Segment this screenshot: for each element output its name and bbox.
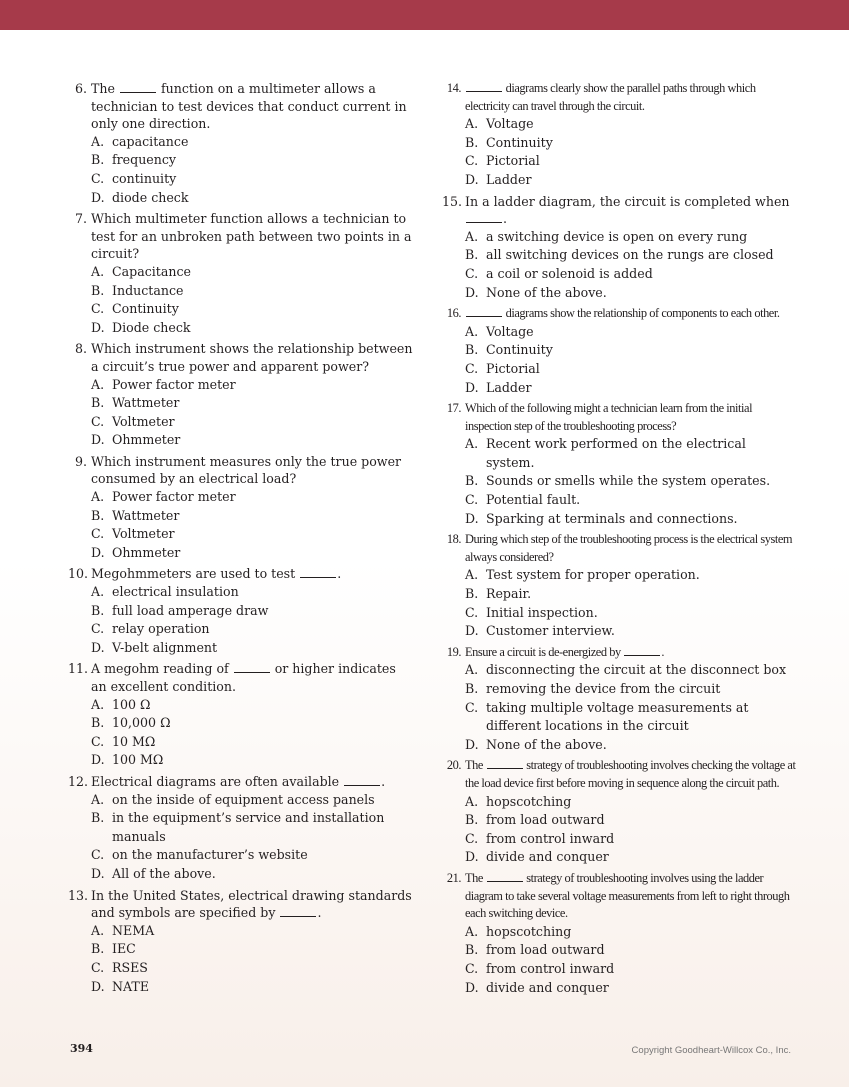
question-number: 7. [74,211,87,227]
answer-option [68,846,413,865]
option-letter: B. [465,134,479,150]
question-text: Electrical diagrams are often available [91,773,344,789]
question-19 [442,644,798,755]
answer-option [442,848,798,867]
option-text: Wattmeter [112,507,180,523]
answer-option [442,811,798,830]
question-text: The [465,758,486,773]
question-number: 19. [446,644,461,659]
option-letter: C. [91,733,105,749]
option-letter: C. [91,301,105,317]
option-text: Ohmmeter [112,432,181,448]
question-20 [442,757,798,867]
answer-option [442,152,798,171]
answer-blank [280,905,316,917]
option-letter: D. [465,849,479,865]
option-text: on the manufacturer’s website [112,847,308,863]
option-text: Wattmeter [112,395,180,411]
question-text: The [465,870,486,885]
answer-option [68,525,413,544]
answer-option [442,246,798,265]
question-18 [442,531,798,641]
answer-option [68,583,413,602]
question-text: Which instrument shows the relationship between a circuit’s true power and apparent power? [91,341,413,374]
question-stem [68,340,413,375]
option-letter: A. [465,116,479,132]
question-stem [442,757,798,792]
option-letter: A. [465,323,479,339]
option-letter: B. [465,942,479,958]
answer-option [442,622,798,641]
question-text: diagrams clearly show the parallel paths through which electricity can travel through the circuit. [465,81,756,113]
answer-option [442,323,798,342]
option-letter: A. [465,228,479,244]
question-stem [68,210,413,263]
question-number: 14. [446,81,461,95]
question-text: . [503,211,508,227]
option-text: 10,000 Ω [112,715,171,731]
answer-option [68,733,413,752]
answer-option [442,265,798,284]
answer-option [68,133,413,152]
answer-option [68,151,413,170]
page-number: 394 [70,1042,93,1055]
question-number: 21. [446,870,461,885]
question-number: 8. [74,341,87,357]
question-text: In the United States, electrical drawing standards and symbols are specified by [91,887,412,921]
question-stem [442,400,798,435]
answer-blank [624,644,660,656]
answer-blank [487,757,523,769]
question-stem [68,887,413,922]
option-letter: D. [91,319,105,335]
option-letter: C. [91,959,105,975]
answer-option [442,941,798,960]
option-text: Voltage [486,116,534,132]
option-text: Capacitance [112,263,191,279]
answer-option [442,284,798,303]
option-text: from load outward [486,812,605,828]
answer-option [68,319,413,338]
option-letter: C. [465,604,479,620]
answer-blank [466,211,502,223]
option-text: from load outward [486,942,605,958]
question-text: Which instrument measures only the true power consumed by an electrical load? [91,453,402,487]
question-number: 9. [74,453,87,469]
option-letter: A. [465,436,479,452]
question-stem [442,193,798,228]
option-text: Continuity [112,301,179,317]
option-letter: D. [465,284,479,300]
option-text: a coil or solenoid is added [486,265,653,281]
answer-option [442,661,798,680]
option-text: Sounds or smells while the system operates. [486,473,771,489]
answer-option [68,751,413,770]
option-text: Test system for proper operation. [486,567,700,583]
option-letter: D. [91,978,105,994]
answer-option [442,604,798,623]
answer-option [68,170,413,189]
option-letter: A. [465,923,479,939]
answer-option [68,413,413,432]
question-stem [442,80,798,115]
option-text: relay operation [112,621,210,637]
question-text: strategy of troubleshooting involves checking the voltage at the load device first before moving in sequence along the circuit path. [465,758,796,790]
option-text: Pictorial [486,360,540,376]
question-number: 13. [68,887,89,903]
option-letter: A. [91,791,105,807]
question-text: . [317,905,322,921]
option-letter: D. [465,379,479,395]
answer-option [442,585,798,604]
option-letter: C. [465,492,479,508]
option-letter: D. [465,979,479,995]
answer-option [442,923,798,942]
question-text: A megohm reading of [91,661,233,677]
option-letter: B. [91,810,105,826]
answer-option [442,379,798,398]
option-letter: C. [91,621,105,637]
option-text: in the equipment’s service and installation manuals [112,810,385,844]
question-text: function on a multimeter allows a technician to test devices that conduct current in only one direction. [91,81,407,132]
question-11 [68,660,413,770]
option-text: Voltmeter [112,413,175,429]
answer-option [442,472,798,491]
option-text: electrical insulation [112,584,239,600]
option-letter: B. [91,152,105,168]
answer-option [68,809,413,846]
option-letter: A. [91,922,105,938]
answer-option [442,830,798,849]
option-letter: C. [91,413,105,429]
option-text: a switching device is open on every rung [486,228,748,244]
option-letter: A. [91,376,105,392]
option-letter: B. [91,395,105,411]
answer-option [442,360,798,379]
option-text: from control inward [486,960,615,976]
option-text: 10 MΩ [112,733,156,749]
answer-option [68,940,413,959]
answer-option [68,978,413,997]
answer-blank [344,774,380,786]
option-text: Voltmeter [112,526,175,542]
question-stem [68,565,413,583]
answer-option [68,263,413,282]
option-text: divide and conquer [486,979,609,995]
answer-option [68,300,413,319]
option-text: Ohmmeter [112,544,181,560]
option-text: disconnecting the circuit at the disconnect box [486,662,787,678]
question-10 [68,565,413,657]
answer-blank [466,80,502,92]
answer-option [68,639,413,658]
answer-option [68,865,413,884]
question-number: 12. [68,773,89,789]
answer-option [442,510,798,529]
option-text: RSES [112,959,148,975]
option-letter: D. [91,432,105,448]
answer-option [68,922,413,941]
answer-option [442,736,798,755]
option-letter: D. [91,752,105,768]
question-text: Which multimeter function allows a technician to test for an unbroken path between two points in a circuit? [91,211,412,262]
option-text: NATE [112,978,150,994]
answer-option [68,282,413,301]
question-number: 10. [68,566,89,582]
option-text: hopscotching [486,923,572,939]
option-letter: C. [465,265,479,281]
option-text: NEMA [112,922,155,938]
option-text: Ladder [486,171,532,187]
question-12 [68,773,413,884]
option-text: Sparking at terminals and connections. [486,510,738,526]
option-text: Continuity [486,342,553,358]
option-letter: A. [91,263,105,279]
question-stem [68,453,413,488]
question-stem [442,870,798,923]
question-text: Megohmmeters are used to test [91,566,300,582]
option-letter: B. [465,812,479,828]
question-number: 17. [446,401,461,416]
question-13 [68,887,413,997]
option-text: Power factor meter [112,376,236,392]
option-text: all switching devices on the rungs are closed [486,247,774,263]
top-color-band [0,0,849,30]
question-17 [442,400,798,528]
answer-option [68,544,413,563]
option-text: diode check [112,189,189,205]
option-letter: B. [91,941,105,957]
question-number: 11. [68,661,89,677]
option-text: Diode check [112,319,191,335]
option-text: 100 MΩ [112,752,164,768]
answer-option [442,171,798,190]
answer-option [68,394,413,413]
answer-option [68,602,413,621]
option-text: None of the above. [486,284,607,300]
answer-option [68,189,413,208]
option-letter: A. [91,489,105,505]
question-number: 16. [446,306,461,321]
option-letter: D. [465,171,479,187]
answer-blank [300,566,336,578]
answer-blank [466,305,502,317]
option-text: divide and conquer [486,849,609,865]
answer-option [442,491,798,510]
option-letter: B. [91,282,105,298]
question-text: . [661,644,665,659]
question-8 [68,340,413,450]
option-letter: B. [465,342,479,358]
answer-option [68,376,413,395]
option-letter: A. [91,584,105,600]
question-stem [442,644,798,662]
option-text: Power factor meter [112,489,236,505]
option-letter: A. [465,662,479,678]
option-text: None of the above. [486,736,607,752]
answer-option [68,620,413,639]
option-text: Repair. [486,586,532,602]
option-letter: D. [91,189,105,205]
answer-option [68,714,413,733]
answer-option [442,979,798,998]
option-letter: B. [465,586,479,602]
option-letter: A. [91,133,105,149]
option-text: removing the device from the circuit [486,681,721,696]
option-letter: A. [465,793,479,809]
option-letter: C. [465,360,479,376]
option-letter: B. [91,602,105,618]
option-letter: C. [91,170,105,186]
question-text: The [91,81,119,96]
answer-option [68,959,413,978]
question-15 [442,193,798,303]
question-text: strategy of troubleshooting involves using the ladder diagram to take several voltage measurements from left to right through each switching device. [465,870,790,921]
option-text: Ladder [486,379,532,395]
option-letter: B. [465,681,479,696]
answer-option [68,507,413,526]
option-letter: D. [91,639,105,655]
option-letter: C. [465,153,479,169]
option-letter: B. [465,247,479,263]
question-number: 20. [446,758,461,773]
question-text: During which step of the troubleshooting process is the electrical system always considered? [465,532,793,564]
question-7 [68,210,413,337]
left-column [68,80,413,999]
answer-option [68,431,413,450]
answer-option [442,680,798,699]
option-text: Potential fault. [486,492,581,508]
option-text: Pictorial [486,153,540,169]
answer-blank [234,661,270,673]
question-text: Which of the following might a technician learn from the initial inspection step of the troubleshooting process? [465,401,753,433]
question-text: In a ladder diagram, the circuit is completed when [465,193,790,209]
option-text: Initial inspection. [486,604,598,620]
right-column [442,80,798,1000]
option-text: hopscotching [486,793,572,809]
option-letter: D. [465,510,479,526]
question-stem [442,531,798,566]
answer-blank [120,81,156,93]
option-text: frequency [112,152,177,168]
option-letter: D. [91,865,105,881]
option-text: 100 Ω [112,696,151,712]
option-letter: B. [465,473,479,489]
question-stem [68,660,413,695]
question-16 [442,305,798,397]
question-text: Ensure a circuit is de-energized by [465,644,624,659]
option-letter: C. [465,699,479,715]
option-text: V-belt alignment [112,639,218,655]
answer-option [68,488,413,507]
question-number: 6. [74,81,87,96]
question-stem [68,80,413,133]
question-text: or higher indicates an excellent condition. [91,661,396,694]
answer-option [442,134,798,153]
answer-option [442,793,798,812]
question-stem [68,773,413,791]
option-letter: C. [91,847,105,863]
question-9 [68,453,413,563]
option-text: Voltage [486,323,534,339]
question-text: diagrams show the relationship of components to each other. [503,306,780,321]
question-6 [68,80,413,207]
option-letter: B. [91,507,105,523]
option-text: Continuity [486,134,553,150]
question-number: 18. [446,532,461,547]
option-letter: D. [91,544,105,560]
option-text: Inductance [112,282,184,298]
option-text: taking multiple voltage measurements at different locations in the circuit [486,699,749,734]
option-letter: A. [465,567,479,583]
option-text: from control inward [486,830,615,846]
answer-option [442,699,798,736]
answer-option [442,435,798,472]
question-14 [442,80,798,190]
option-letter: C. [465,830,479,846]
option-letter: D. [465,623,479,639]
option-text: IEC [112,941,136,957]
option-text: Recent work performed on the electrical system. [486,436,746,470]
option-letter: C. [91,526,105,542]
question-text: . [381,773,386,789]
answer-option [68,696,413,715]
question-text: . [337,566,342,582]
answer-option [442,566,798,585]
option-letter: B. [91,715,105,731]
option-text: All of the above. [112,865,216,881]
option-text: full load amperage draw [112,602,269,618]
answer-option [442,341,798,360]
option-text: Customer interview. [486,623,615,639]
question-21 [442,870,798,997]
option-letter: D. [465,736,479,752]
copyright-notice: Copyright Goodheart-Willcox Co., Inc. [631,1045,791,1056]
answer-option [442,960,798,979]
option-text: capacitance [112,133,189,149]
option-letter: A. [91,696,105,712]
answer-option [68,791,413,810]
answer-blank [487,870,523,882]
option-text: continuity [112,170,177,186]
option-text: on the inside of equipment access panels [112,791,375,807]
question-stem [442,305,798,323]
answer-option [442,115,798,134]
question-number: 15. [442,193,463,209]
answer-option [442,228,798,247]
option-letter: C. [465,960,479,976]
